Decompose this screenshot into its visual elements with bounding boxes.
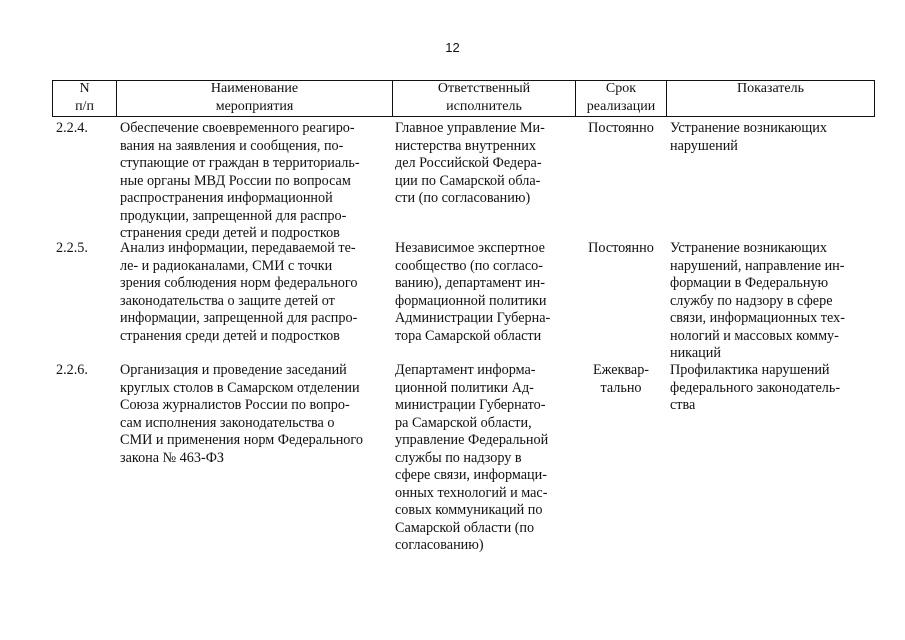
row-executor: Независимое экспертное сообщество (по согласо- ванию), департамент ин- формационной политики Администрации Губерна- тора Самарской области [395,240,551,344]
row-term: Постоянно [588,120,654,136]
row-term: Ежеквар- тально [592,362,650,396]
header-indicator: Показатель [737,81,804,96]
header-num: N п/п [75,81,94,114]
row-executor: Главное управление Ми- нистерства внутренних дел Российской Федера- ции по Самарской обла- сти (по согласованию) [395,120,545,206]
column-divider [874,80,875,116]
header-term: Срок реализации [586,81,656,114]
row-indicator: Устранение возникающих нарушений, направление ин- формации в Федеральную службу по надзору в сфере связи, информационных тех- нологий и массовых комму- никаций [670,240,845,361]
row-name: Анализ информации, передаваемой те- ле- и радиоканалами, СМИ с точки зрения соблюдения норм федерального законодательства о защите детей от информации, запрещенной для распро- странения среди детей и подростков [120,240,358,344]
row-name: Обеспечение своевременного реагиро- вания на заявления и сообщения, по- ступающие от граждан в территориаль- ные органы МВД России по вопросам распространения информационной продукции, запрещенной для распро- странения среди детей и подростков [120,120,360,241]
row-indicator: Профилактика нарушений федерального законодатель- ства [670,362,841,413]
header-bottom-border [52,116,875,117]
header-name: Наименование мероприятия [210,81,299,114]
row-number: 2.2.6. [56,362,88,378]
row-name: Организация и проведение заседаний круглых столов в Самарском отделении Союза журналистов России по вопро- сам исполнения законодательства о СМИ и применения норм Федерального закона № 463-ФЗ [120,362,363,466]
row-indicator: Устранение возникающих нарушений [670,120,827,154]
row-number: 2.2.4. [56,120,88,136]
row-number: 2.2.5. [56,240,88,256]
row-term: Постоянно [588,240,654,256]
row-executor: Департамент информа- ционной политики Ад- министрации Губернато- ра Самарской области, управление Федеральной службы по надзору в сфере связи, информаци- онных технологий и мас- совых коммуникаций по Самарской области (по согласованию) [395,362,549,553]
header-executor: Ответственный исполнитель [437,81,531,114]
page-number: 12 [445,40,460,55]
